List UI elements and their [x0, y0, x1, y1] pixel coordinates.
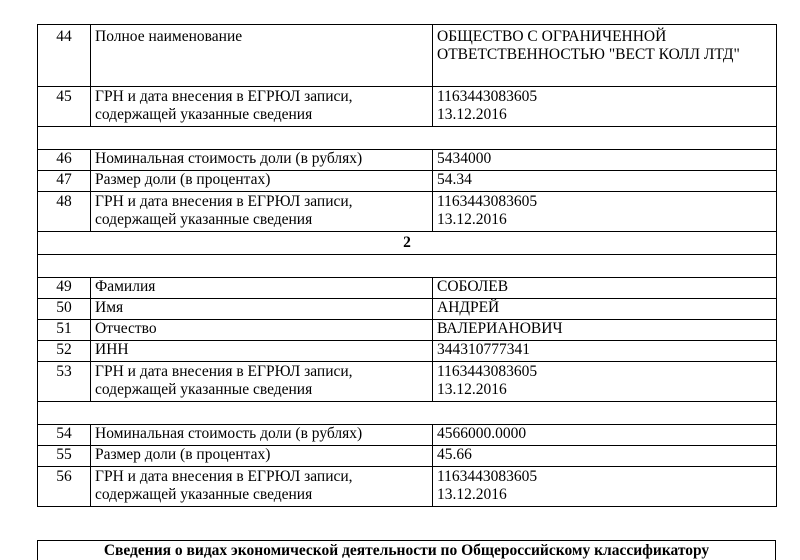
egrul-extract-table — [37, 24, 777, 507]
field-value — [433, 87, 777, 127]
field-name: ГРН и дата внесения в ЕГРЮЛ записи, содержащей указанные сведения — [91, 467, 433, 507]
record-date: 13.12.2016 — [437, 106, 507, 123]
field-name: ГРН и дата внесения в ЕГРЮЛ записи, содержащей указанные сведения — [91, 362, 433, 402]
field-value: 45.66 — [433, 446, 777, 467]
row-number: 48 — [38, 192, 91, 232]
table-row — [38, 320, 777, 341]
field-value: 54.34 — [433, 171, 777, 192]
row-number: 56 — [38, 467, 91, 507]
row-number: 46 — [38, 150, 91, 171]
field-value: 5434000 — [433, 150, 777, 171]
row-number: 55 — [38, 446, 91, 467]
field-name: Размер доли (в процентах) — [91, 171, 433, 192]
section-number: 2 — [38, 232, 777, 255]
grn-number: 1163443083605 — [437, 88, 538, 105]
table-row — [38, 25, 777, 87]
row-number: 50 — [38, 299, 91, 320]
table-row — [38, 87, 777, 127]
field-name: Имя — [91, 299, 433, 320]
field-name: Полное наименование — [91, 25, 433, 87]
table-row — [38, 425, 777, 446]
section-row — [38, 232, 777, 255]
table-row — [38, 467, 777, 507]
field-name: Отчество — [91, 320, 433, 341]
field-name: ГРН и дата внесения в ЕГРЮЛ записи, содержащей указанные сведения — [91, 192, 433, 232]
field-name: Номинальная стоимость доли (в рублях) — [91, 150, 433, 171]
table-row — [38, 278, 777, 299]
row-number: 45 — [38, 87, 91, 127]
row-number: 51 — [38, 320, 91, 341]
table-row — [38, 446, 777, 467]
record-date: 13.12.2016 — [437, 486, 507, 503]
table-row — [38, 171, 777, 192]
table-row — [38, 362, 777, 402]
table-row — [38, 341, 777, 362]
table-row — [38, 192, 777, 232]
next-section-heading: Сведения о видах экономической деятельности по Общероссийскому классификатору — [37, 540, 776, 560]
field-name: ГРН и дата внесения в ЕГРЮЛ записи, содержащей указанные сведения — [91, 87, 433, 127]
row-number: 53 — [38, 362, 91, 402]
field-value: АНДРЕЙ — [433, 299, 777, 320]
field-value — [433, 362, 777, 402]
field-value — [433, 467, 777, 507]
field-value: 344310777341 — [433, 341, 777, 362]
field-value: ВАЛЕРИАНОВИЧ — [433, 320, 777, 341]
blank-row — [38, 255, 777, 278]
row-number: 49 — [38, 278, 91, 299]
table-row — [38, 150, 777, 171]
blank-row — [38, 402, 777, 425]
grn-number: 1163443083605 — [437, 468, 538, 485]
blank-row — [38, 127, 777, 150]
field-value — [433, 192, 777, 232]
field-name: ИНН — [91, 341, 433, 362]
field-name: Фамилия — [91, 278, 433, 299]
grn-number: 1163443083605 — [437, 363, 538, 380]
row-number: 52 — [38, 341, 91, 362]
field-value: ОБЩЕСТВО С ОГРАНИЧЕННОЙ ОТВЕТСТВЕННОСТЬЮ "ВЕСТ КОЛЛ ЛТД" — [433, 25, 777, 87]
grn-number: 1163443083605 — [437, 193, 538, 210]
field-value: 4566000.0000 — [433, 425, 777, 446]
field-value: СОБОЛЕВ — [433, 278, 777, 299]
table-row — [38, 299, 777, 320]
field-name: Номинальная стоимость доли (в рублях) — [91, 425, 433, 446]
row-number: 44 — [38, 25, 91, 87]
record-date: 13.12.2016 — [437, 211, 507, 228]
record-date: 13.12.2016 — [437, 381, 507, 398]
row-number: 47 — [38, 171, 91, 192]
row-number: 54 — [38, 425, 91, 446]
field-name: Размер доли (в процентах) — [91, 446, 433, 467]
